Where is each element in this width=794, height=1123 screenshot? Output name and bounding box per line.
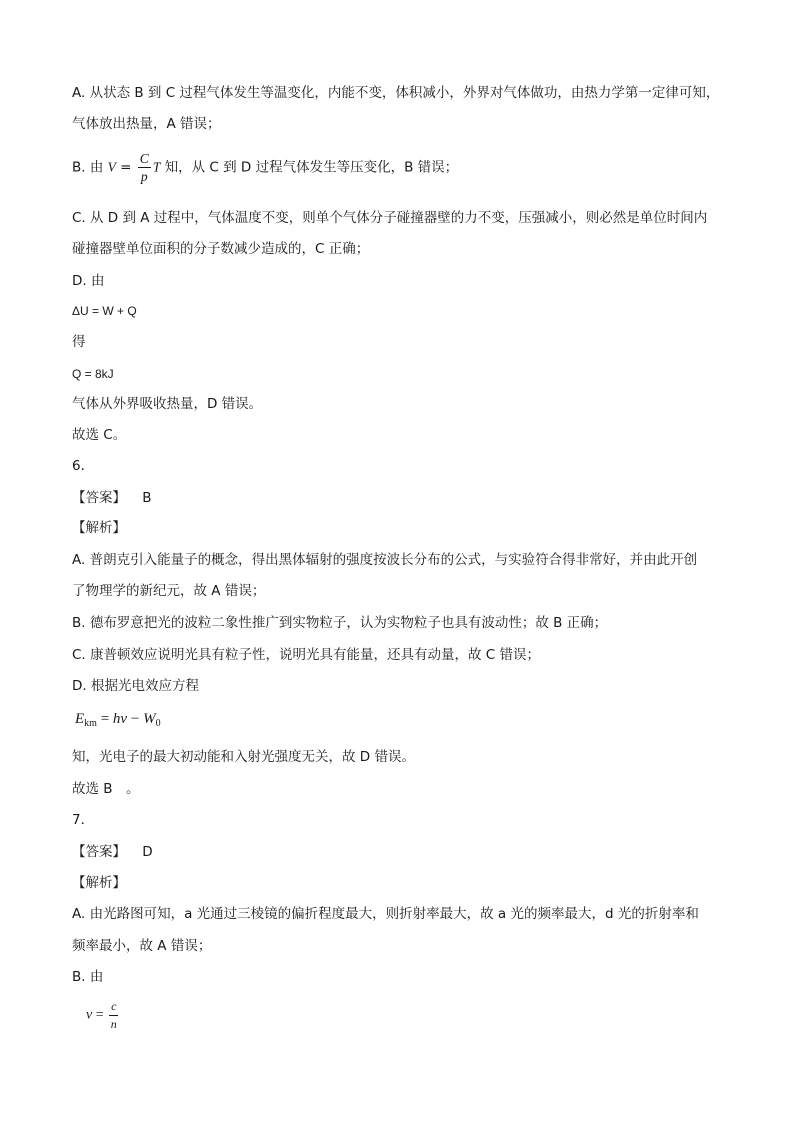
energy-symbol: E (75, 711, 85, 727)
q6-choice: 故选 B 。 (72, 781, 140, 797)
speed-formula (86, 998, 120, 1033)
equals-sign: = (92, 1007, 108, 1023)
first-law-formula: ΔU = W + Q (72, 304, 137, 318)
temperature-symbol: T (152, 159, 161, 175)
q7-option-b: B. 由 (72, 969, 104, 985)
volume-symbol: V (107, 159, 116, 175)
q5-option-c-line1: C. 从 D 到 A 过程中，气体温度不变，则单个气体分子碰撞器壁的力不变，压强减小，则必然是单位时间内 (72, 210, 708, 226)
work-function-subscript: 0 (155, 718, 161, 729)
q6-number: 6． (72, 458, 95, 474)
photon-energy: hν (112, 711, 128, 727)
q5-option-b-prefix: B. 由 (72, 159, 108, 176)
q6-option-d: D. 根据光电效应方程 (72, 678, 199, 694)
q7-option-a-line2: 频率最小，故 A 错误； (72, 938, 212, 954)
q6-option-c: C. 康普顿效应说明光具有粒子性，说明光具有能量，还具有动量，故 C 错误； (72, 647, 541, 663)
q7-option-a-line1: A. 由光路图可知，a 光通过三棱镜的偏折程度最大，则折射率最大，故 a 光的频率最大，d 光的折射率和 (72, 906, 699, 922)
q6-option-a-line1: A. 普朗克引入能量子的概念，得出黑体辐射的强度按波长分布的公式，与实验符合得非常好，并由此开创 (72, 552, 698, 568)
photoelectric-equation (75, 710, 161, 733)
fraction-denominator: p (140, 169, 148, 184)
speed-symbol: v (86, 1007, 93, 1023)
q7-answer (72, 843, 153, 861)
q7-number: 7． (72, 812, 95, 828)
q6-explanation-label: 【解析】 (72, 520, 126, 536)
answer-value: D (142, 844, 153, 860)
therefore-text: 得 (72, 334, 86, 350)
fraction-c-over-n (109, 998, 118, 1033)
answer-label: 【答案】 (72, 490, 126, 506)
fraction-numerator: C (139, 151, 149, 166)
q6-answer (72, 489, 152, 507)
q6-option-d-conclusion: 知，光电子的最大初动能和入射光强度无关，故 D 错误。 (72, 749, 415, 765)
energy-subscript: km (84, 718, 97, 729)
equals-sign: = (96, 711, 113, 727)
q5-option-d: D. 由 (72, 273, 105, 289)
q7-explanation-label: 【解析】 (72, 875, 126, 891)
q5-option-a-line2: 气体放出热量，A 错误； (72, 116, 221, 132)
answer-value: B (142, 490, 152, 506)
equals-sign: = (115, 159, 136, 176)
fraction-denominator: n (110, 1017, 117, 1031)
heat-value-formula: Q = 8kJ (72, 367, 114, 381)
answer-label: 【答案】 (72, 844, 126, 860)
q5-option-c-line2: 碰撞器壁单位面积的分子数减少造成的，C 正确； (72, 241, 370, 257)
fraction-numerator: c (109, 998, 118, 1016)
q5-option-d-conclusion: 气体从外界吸收热量，D 错误。 (72, 396, 263, 412)
fraction-c-over-p (138, 150, 151, 185)
q5-choice: 故选 C。 (72, 427, 127, 443)
work-function-symbol: W (143, 711, 156, 727)
q5-option-b (72, 150, 458, 185)
q6-option-b: B. 德布罗意把光的波粒二象性推广到实物粒子，认为实物粒子也具有波动性；故 B 正确； (72, 615, 608, 631)
q6-option-a-line2: 了物理学的新纪元，故 A 错误； (72, 583, 266, 599)
q5-option-a-line1: A. 从状态 B 到 C 过程气体发生等温变化，内能不变，体积减小，外界对气体做功，由热力学第一定律可知， (72, 85, 720, 101)
q5-option-b-suffix: 知，从 C 到 D 过程气体发生等压变化，B 错误； (160, 159, 459, 176)
minus-sign: − (127, 711, 144, 727)
